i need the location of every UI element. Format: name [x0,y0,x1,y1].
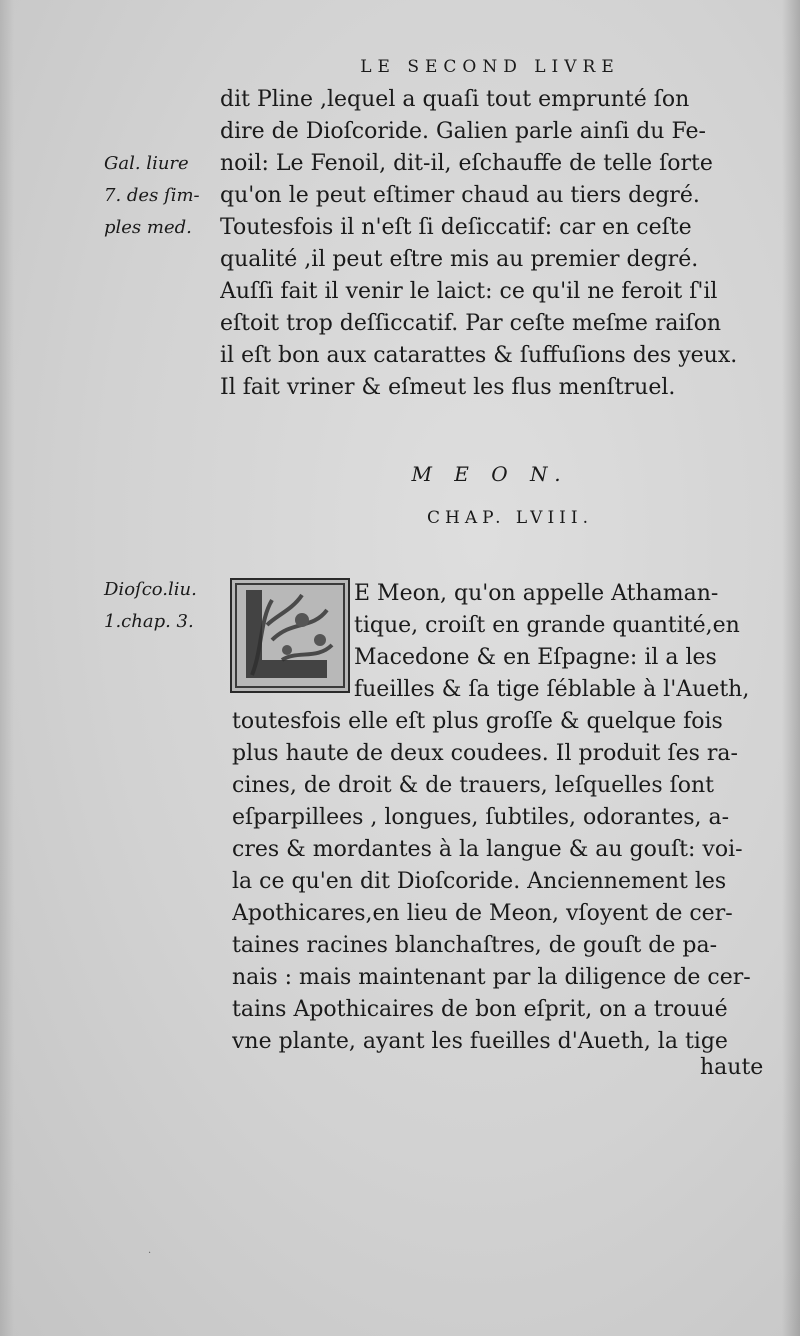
text-line: noil: Le Fenoil, dit-il, eſchauffe de telle ſorte [220,151,713,176]
text-line: Toutesfois il n'eſt ſi deſiccatif: car en ceſte [220,215,692,240]
text-line: dire de Dioſcoride. Galien parle ainſi du Fe- [220,119,706,144]
section-title: M E O N. [411,462,569,486]
text-line: taines racines blanchaſtres, de gouſt de pa- [232,933,718,958]
ink-speck: · [148,1248,152,1259]
text-line: cres & mordantes à la langue & au gouſt: voi- [232,837,743,862]
running-head: LE SECOND LIVRE [360,57,620,77]
text-line: tique, croiſt en grande quantité,en [354,613,740,638]
text-line: toutesfois elle eſt plus groſſe & quelque fois [232,709,723,734]
text-line: plus haute de deux coudees. Il produit ſes ra- [232,741,738,766]
text-line: Apothicares,en lieu de Meon, vſoyent de cer- [232,901,733,926]
margin-note-galien-line: Gal. liure [104,153,189,174]
floral-ornament-icon [232,580,348,691]
text-line: Auſſi fait il venir le laict: ce qu'il ne feroit ſ'il [220,279,718,304]
text-line: cines, de droit & de trauers, leſquelles ſont [232,773,715,798]
margin-note-galien-line: ples med. [104,217,192,238]
page-edge-shadow-right [782,0,800,1336]
margin-note-galien-line: 7. des ſim- [104,185,200,206]
page-edge-shadow-left [0,0,14,1336]
text-line: qualité ,il peut eſtre mis au premier degré. [220,247,699,272]
text-line: dit Pline ,lequel a quaſi tout emprunté ſon [220,87,690,112]
text-line: Il fait vriner & eſmeut les flus menſtruel. [220,375,676,400]
text-line: nais : mais maintenant par la diligence de cer- [232,965,751,990]
margin-note-dioscoride-line: Dioſco.liu. [104,579,197,600]
text-line: Macedone & en Eſpagne: il a les [354,645,717,670]
text-line: tains Apothicaires de bon eſprit, on a trouué [232,997,728,1022]
catchword: haute [700,1055,764,1080]
margin-note-dioscoride-line: 1.chap. 3. [104,611,194,632]
text-line: E Meon, qu'on appelle Athaman- [354,581,719,606]
text-line: eſtoit trop deſſiccatif. Par ceſte meſme raiſon [220,311,722,336]
text-line: eſparpillees , longues, ſubtiles, odorantes, a- [232,805,730,830]
text-line: il eſt bon aux catarattes & ſuffuſions des yeux. [220,343,738,368]
text-line: qu'on le peut eſtimer chaud au tiers degré. [220,183,700,208]
text-line: vne plante, ayant les fueilles d'Aueth, la tige [232,1029,728,1054]
text-line: la ce qu'en dit Dioſcoride. Anciennement les [232,869,727,894]
chapter-label: CHAP. LVIII. [426,508,593,528]
text-line: fueilles & ſa tige ſéblable à l'Aueth, [354,677,750,702]
ornamental-drop-cap [230,578,350,693]
